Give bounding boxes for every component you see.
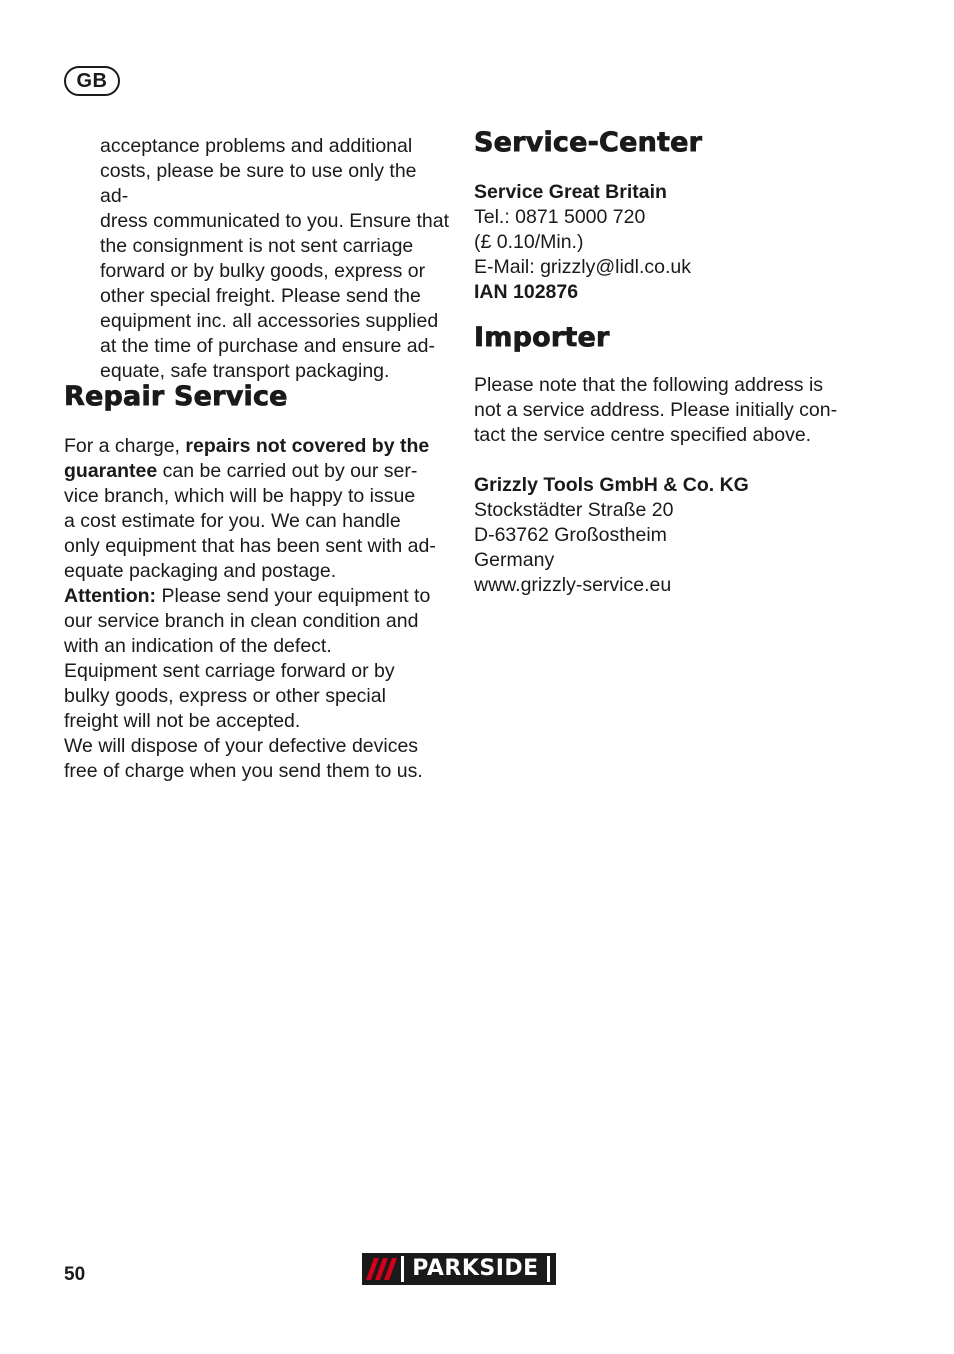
importer-company: Grizzly Tools GmbH & Co. KG <box>474 474 749 496</box>
text-run: can be carried out by our ser- <box>157 460 418 482</box>
text-line: forward or by bulky goods, express or <box>100 260 426 282</box>
text-line: acceptance problems and additional <box>100 135 413 157</box>
language-badge: GB <box>64 66 120 96</box>
address-line: D-63762 Großostheim <box>474 524 667 546</box>
text-line: other special freight. Please send the <box>100 285 421 307</box>
text-line: equate packaging and postage. <box>64 560 337 582</box>
text-line: costs, please be sure to use only the ad- <box>100 160 417 207</box>
text-line: only equipment that has been sent with ad- <box>64 535 436 557</box>
spacer <box>474 448 864 473</box>
text-line: vice branch, which will be happy to issue <box>64 485 416 507</box>
text-line: with an indication of the defect. <box>64 635 332 657</box>
text-line: bulky goods, express or other special <box>64 685 386 707</box>
service-phone: Tel.: 0871 5000 720 <box>474 206 646 228</box>
text-run: Please send your equipment to <box>156 585 431 607</box>
attention-label: Attention: <box>64 585 157 607</box>
continuation-text <box>100 134 450 384</box>
text-run: For a charge, <box>64 435 186 457</box>
text-line: tact the service centre specified above. <box>474 424 812 446</box>
service-region: Service Great Britain <box>474 181 667 203</box>
parkside-logo <box>362 1253 556 1285</box>
text-line <box>64 584 454 609</box>
text-line: free of charge when you send them to us. <box>64 760 423 782</box>
text-line <box>64 434 454 459</box>
text-line: not a service address. Please initially con- <box>474 399 838 421</box>
text-line: equipment inc. all accessories supplied <box>100 310 439 332</box>
logo-stripes-icon <box>370 1258 393 1280</box>
right-column <box>474 126 864 598</box>
service-email: E-Mail: grizzly@lidl.co.uk <box>474 256 692 278</box>
address-line: Germany <box>474 549 555 571</box>
text-line: the consignment is not sent carriage <box>100 235 414 257</box>
text-line: freight will not be accepted. <box>64 710 301 732</box>
logo-wordmark: PARKSIDE <box>401 1256 550 1282</box>
text-line: We will dispose of your defective devices <box>64 735 419 757</box>
text-line: Equipment sent carriage forward or by <box>64 660 395 682</box>
bold-text: guarantee <box>64 460 158 482</box>
text-line: our service branch in clean condition and <box>64 610 419 632</box>
text-line: at the time of purchase and ensure ad- <box>100 335 435 357</box>
service-center-heading: Service-Center <box>474 127 703 158</box>
bold-text: repairs not covered by the <box>185 435 430 457</box>
text-line: dress communicated to you. Ensure that <box>100 210 450 232</box>
importer-heading: Importer <box>474 322 610 353</box>
repair-service-section <box>64 380 454 784</box>
website-line: www.grizzly-service.eu <box>474 574 672 596</box>
address-line: Stockstädter Straße 20 <box>474 499 674 521</box>
page-number: 50 <box>64 1264 86 1285</box>
text-line <box>64 459 454 484</box>
text-line: equate, safe transport packaging. <box>100 360 390 382</box>
text-line: Please note that the following address is <box>474 374 824 396</box>
repair-service-heading: Repair Service <box>64 381 288 412</box>
text-line: a cost estimate for you. We can handle <box>64 510 401 532</box>
service-rate: (£ 0.10/Min.) <box>474 231 584 253</box>
ian-number: IAN 102876 <box>474 281 579 303</box>
